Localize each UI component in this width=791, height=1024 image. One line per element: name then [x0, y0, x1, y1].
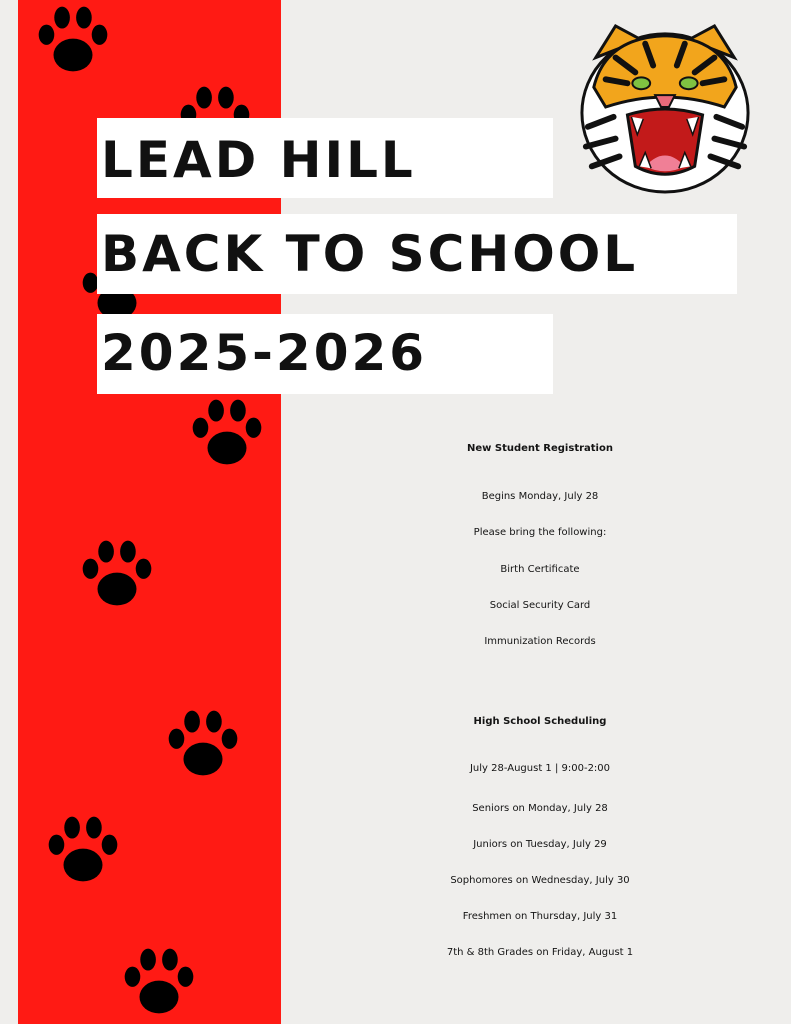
registration-heading: New Student Registration	[467, 443, 613, 454]
title-box	[97, 214, 737, 294]
paw-print-icon	[78, 536, 156, 614]
scheduling-line: Juniors on Tuesday, July 29	[473, 839, 607, 850]
paw-print-icon	[44, 812, 122, 890]
scheduling-line: 7th & 8th Grades on Friday, August 1	[446, 947, 634, 958]
scheduling-line: Seniors on Monday, July 28	[472, 803, 608, 814]
scheduling-line: Sophomores on Wednesday, July 30	[450, 875, 630, 886]
title-line: 2025-2026	[101, 324, 428, 382]
title-line: LEAD HILL	[101, 131, 416, 189]
paw-print-icon	[34, 2, 112, 80]
title-box	[97, 118, 553, 198]
registration-line: Please bring the following:	[473, 527, 607, 538]
registration-line: Social Security Card	[489, 600, 591, 611]
title-line: BACK TO SCHOOL	[101, 225, 639, 283]
scheduling-line: Freshmen on Thursday, July 31	[462, 911, 618, 922]
registration-line: Immunization Records	[484, 636, 596, 647]
scheduling-section	[290, 717, 790, 987]
scheduling-heading: High School Scheduling	[473, 716, 607, 727]
title-box	[97, 314, 553, 394]
scheduling-line: July 28-August 1 | 9:00-2:00	[469, 763, 611, 774]
registration-line: Begins Monday, July 28	[481, 491, 599, 502]
paw-print-icon	[188, 395, 266, 473]
registration-section	[290, 444, 790, 674]
registration-line: Birth Certificate	[500, 564, 580, 575]
tiger-mascot-icon	[576, 18, 754, 196]
paw-print-icon	[164, 706, 242, 784]
paw-print-icon	[120, 944, 198, 1022]
